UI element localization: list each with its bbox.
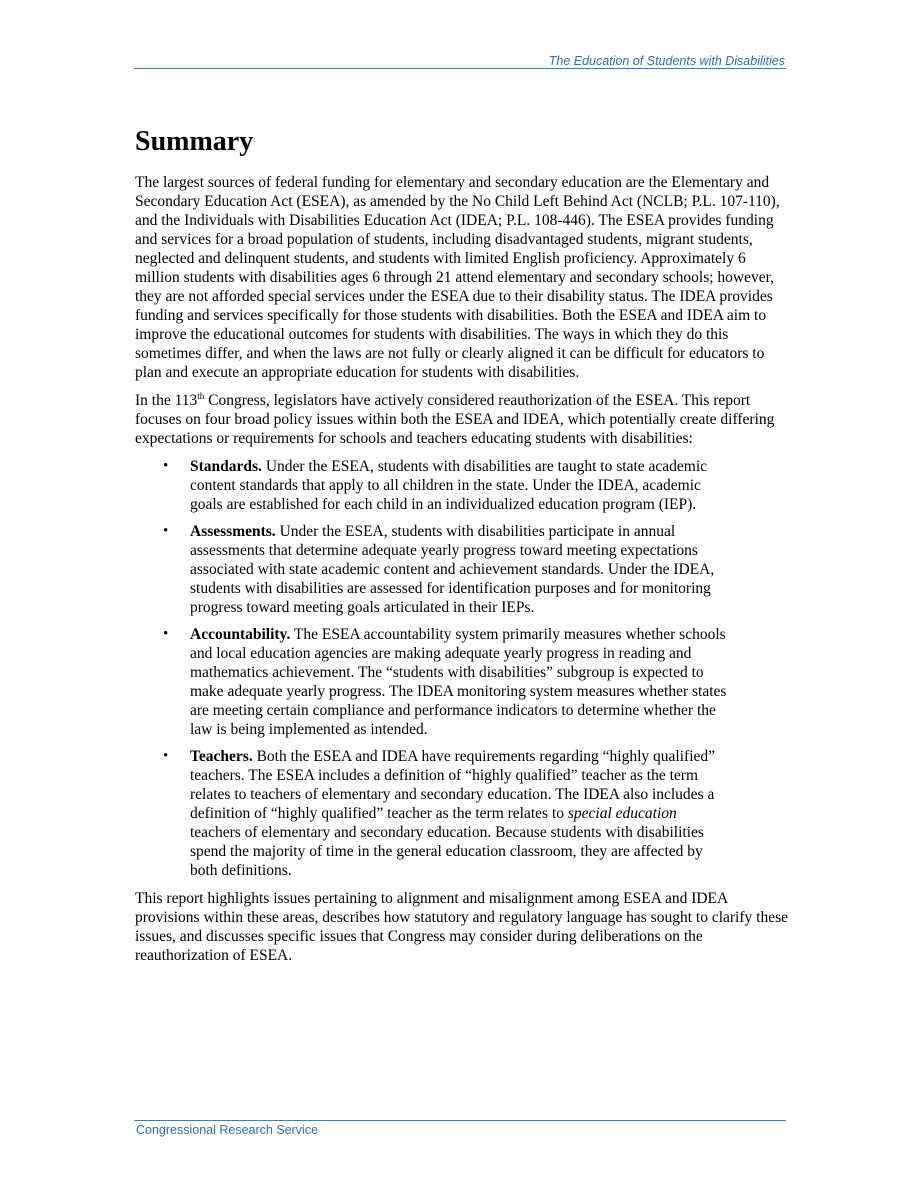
bullet-icon: • — [163, 523, 169, 539]
list-item-assessments — [163, 522, 730, 617]
bullet-icon: • — [163, 458, 169, 474]
para2-after: Congress, legislators have actively considered reauthorization of the ESEA. This report focuses on four broad policy issues within both the ESEA and IDEA, which potentially create differing expectations or requirements for schools and teachers educating students with disabilities: — [135, 392, 775, 447]
ordinal-suffix: th — [197, 390, 205, 401]
list-item-label: Assessments. — [190, 523, 276, 540]
list-item-text-continued: teachers of elementary and secondary education. Because students with disabilities spend the majority of time in the general education classroom, they are affected by both definitions. — [190, 824, 704, 879]
running-header-title: The Education of Students with Disabilities — [548, 54, 785, 68]
list-item-label: Teachers. — [190, 748, 253, 765]
bullet-icon: • — [163, 748, 169, 764]
page-title: Summary — [135, 126, 254, 157]
list-item-accountability — [163, 625, 730, 739]
list-item-text: Both the ESEA and IDEA have requirements regarding “highly qualified” teachers. The ESEA includes a definition of “highly qualified” teacher as the term relates to teachers of elementary and secondary education. The IDEA also includes a definition of “highly qualified” teacher as the term relates to — [190, 748, 716, 822]
list-item-italic-term: special education — [567, 805, 677, 822]
summary-paragraph-3: This report highlights issues pertaining to alignment and misalignment among ESEA and IDEA provisions within these areas, describes how statutory and regulatory language has sought to clarify these issues, and discusses specific issues that Congress may consider during deliberations on the reauthorization of ESEA. — [135, 890, 788, 964]
list-item-label: Standards. — [190, 458, 262, 475]
footer-organization: Congressional Research Service — [136, 1123, 319, 1137]
list-item-standards — [163, 457, 730, 514]
summary-paragraph-2 — [135, 391, 790, 448]
footer-rule — [134, 1120, 786, 1121]
summary-paragraph-1: The largest sources of federal funding for elementary and secondary education are the Elementary and Secondary Education Act (ESEA), as amended by the No Child Left Behind Act (NCLB; P.L. 107-110), and the Individuals with Disabilities Education Act (IDEA; P.L. 108-446). The ESEA provides funding and services for a broad population of students, including disadvantaged students, migrant students, neglected and delinquent students, and students with limited English proficiency. Approximately 6 million students with disabilities ages 6 through 21 attend elementary and secondary schools; however, they are not afforded special services under the ESEA due to their disability status. The IDEA provides funding and services specifically for those students with disabilities. Both the ESEA and IDEA aim to improve the educational outcomes for students with disabilities. The ways in which they do this sometimes differ, and when the laws are not fully or clearly aligned it can be difficult for educators to plan and execute an appropriate education for students with disabilities. — [135, 174, 780, 381]
list-item-teachers — [163, 747, 730, 880]
header-rule — [134, 68, 786, 69]
para2-before: In the 113 — [135, 392, 198, 409]
policy-issues-list — [135, 457, 790, 880]
list-item-text: Under the ESEA, students with disabilities participate in annual assessments that determine adequate yearly progress toward meeting expectations associated with state academic content and achievement standards. Under the IDEA, students with disabilities are assessed for identification purposes and for monitoring progress toward meeting goals articulated in their IEPs. — [190, 523, 715, 616]
document-body — [135, 124, 790, 974]
list-item-text: The ESEA accountability system primarily measures whether schools and local education agencies are making adequate yearly progress in reading and mathematics achievement. The “students with disabilities” subgroup is expected to make adequate yearly progress. The IDEA monitoring system measures whether states are meeting certain compliance and performance indicators to determine whether the law is being implemented as intended. — [190, 626, 727, 738]
bullet-icon: • — [163, 626, 169, 642]
list-item-text: Under the ESEA, students with disabilities are taught to state academic content standards that apply to all children in the state. Under the IDEA, academic goals are established for each child in an individualized education program (IEP). — [190, 458, 708, 513]
list-item-label: Accountability. — [190, 626, 291, 643]
